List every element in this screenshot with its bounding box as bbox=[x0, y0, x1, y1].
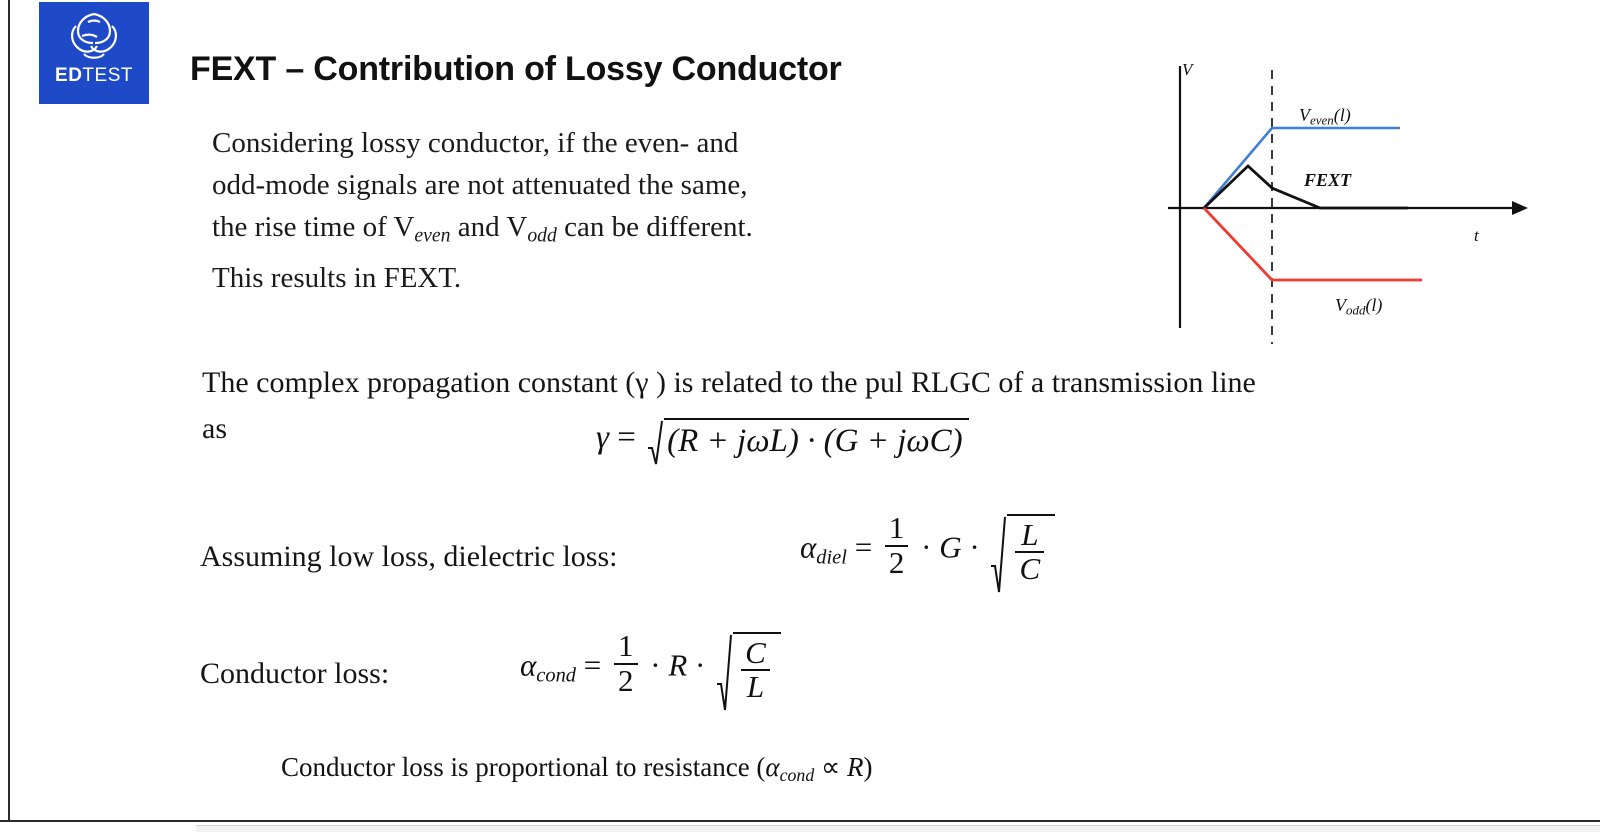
note-suffix: ) bbox=[863, 752, 873, 782]
one-half-diel: $\frac{1}{2}$ bbox=[885, 512, 909, 579]
alpha-cond-symbol: α bbox=[520, 647, 537, 683]
gamma-symbol: γ bbox=[596, 419, 610, 456]
slide-left-border bbox=[0, 0, 10, 832]
curve-label-even: $V_{even}(l)$ bbox=[1299, 105, 1351, 128]
conductor-loss-label: Conductor loss: bbox=[200, 657, 390, 690]
note-alpha-cond: $\alpha_{cond}$ bbox=[765, 752, 815, 785]
intro-line-6: This results in FEXT. bbox=[212, 261, 462, 294]
page-title: FEXT – Contribution of Lossy Conductor bbox=[190, 50, 842, 88]
intro-line-4: and V bbox=[450, 211, 528, 243]
dot-2-cond: · bbox=[695, 647, 706, 683]
waveform-figure bbox=[1160, 48, 1540, 348]
intro-paragraph bbox=[212, 122, 972, 299]
sqrt-gamma bbox=[647, 418, 969, 462]
dot-2-diel: · bbox=[969, 529, 980, 565]
note-prefix: Conductor loss is proportional to resistance ( bbox=[281, 752, 766, 782]
intro-sub-odd: odd bbox=[527, 224, 557, 247]
figure-y-axis-label: V bbox=[1182, 60, 1193, 79]
diel-radicand bbox=[1007, 514, 1055, 588]
alpha-cond-sub: cond bbox=[536, 664, 577, 687]
curve-label-odd: $V_{odd}(l)$ bbox=[1335, 295, 1383, 318]
logo-text-light: TEST bbox=[82, 65, 133, 86]
intro-sub-even: even bbox=[414, 224, 451, 247]
G-symbol: G bbox=[939, 529, 962, 565]
logo-knot-icon bbox=[66, 10, 122, 64]
logo-text-bold: ED bbox=[55, 65, 83, 86]
cond-radicand bbox=[733, 632, 781, 706]
curve-label-fext: FEXT bbox=[1304, 170, 1352, 190]
gamma-radicand: (R + jωL) · (G + jωC) bbox=[664, 418, 969, 462]
dot-1-cond: · bbox=[650, 647, 661, 683]
sqrt-diel bbox=[990, 514, 1055, 588]
radical-icon bbox=[716, 632, 732, 712]
intro-line-1: Considering lossy conductor, if the even- and bbox=[212, 127, 739, 159]
equation-dielectric-loss bbox=[800, 512, 1055, 588]
dot-1-diel: · bbox=[921, 529, 932, 565]
edtest-logo bbox=[39, 2, 149, 104]
equals-sign: = bbox=[617, 419, 636, 456]
radical-icon bbox=[990, 514, 1006, 594]
radical-icon bbox=[647, 418, 663, 466]
alpha-diel-sub: diel bbox=[816, 546, 847, 569]
equals-sign-diel: = bbox=[854, 529, 873, 565]
intro-line-3: the rise time of V bbox=[212, 211, 415, 243]
dielectric-loss-label: Assuming low loss, dielectric loss: bbox=[200, 540, 618, 573]
proportionality-note bbox=[281, 752, 873, 786]
equation-conductor-loss bbox=[520, 630, 781, 706]
intro-line-5: can be different. bbox=[556, 211, 753, 243]
logo-wordmark bbox=[55, 66, 133, 85]
R-symbol: R bbox=[668, 647, 688, 683]
one-half-cond: $\frac{1}{2}$ bbox=[614, 630, 638, 697]
alpha-diel-symbol: α bbox=[800, 529, 817, 565]
note-R: R bbox=[847, 752, 864, 782]
proportional-symbol: ∝ bbox=[820, 752, 841, 782]
slide-bottom-strip bbox=[196, 825, 1600, 832]
equation-gamma bbox=[596, 418, 969, 462]
figure-x-axis-label: t bbox=[1474, 226, 1479, 245]
intro-line-2: odd-mode signals are not attenuated the same, bbox=[212, 169, 748, 201]
complex-propagation-paragraph: The complex propagation constant (γ ) is related to the pul RLGC of a transmission line as bbox=[202, 366, 1256, 445]
fraction-L-over-C: $\frac{L}{C}$ bbox=[1015, 519, 1044, 586]
equals-sign-cond: = bbox=[583, 647, 602, 683]
sqrt-cond bbox=[716, 632, 781, 706]
fraction-C-over-L: $\frac{C}{L}$ bbox=[741, 637, 770, 704]
